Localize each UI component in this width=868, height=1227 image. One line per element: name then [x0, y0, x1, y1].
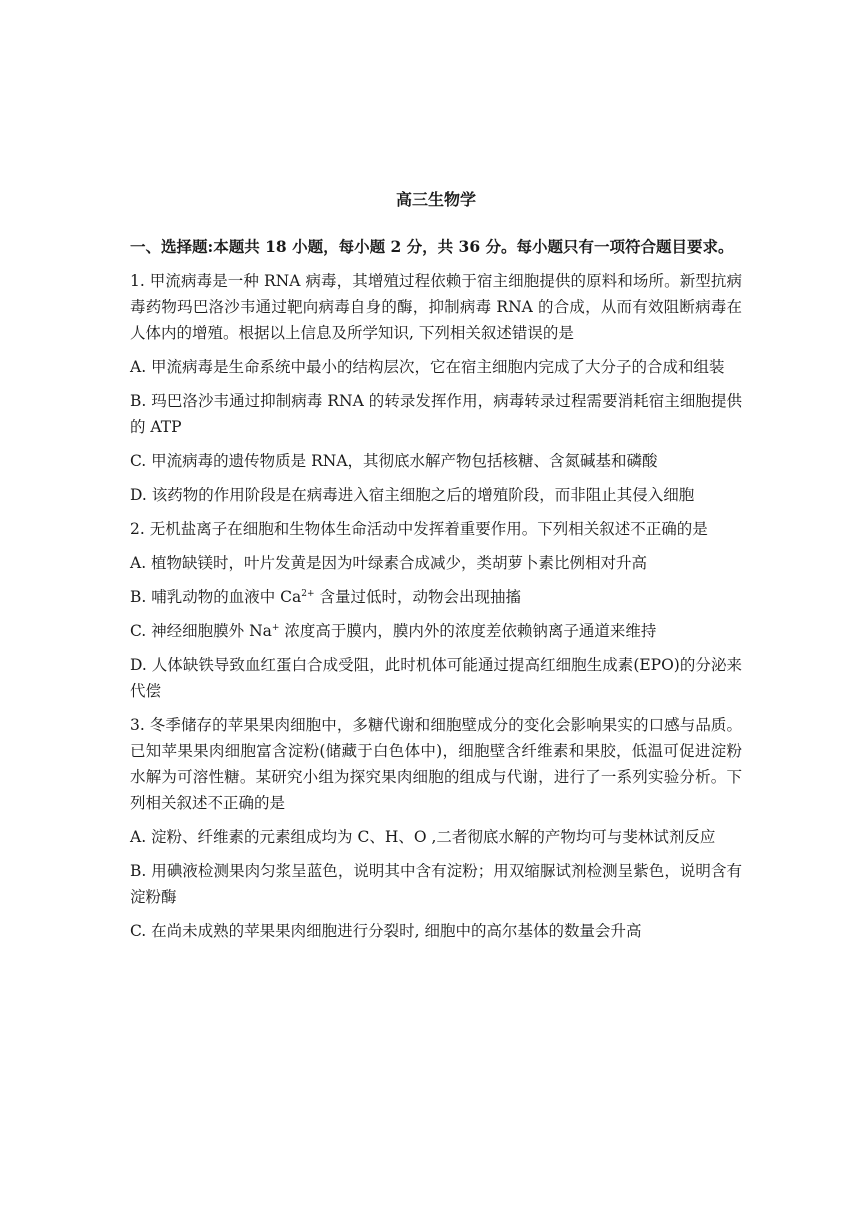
question-1: [130, 268, 742, 508]
question-1-option-b: B. 玛巴洛沙韦通过抑制病毒 RNA 的转录发挥作用，病毒转录过程需要消耗宿主细胞提供的 ATP: [130, 392, 742, 436]
document-content: [130, 188, 742, 952]
question-1-option-c: C. 甲流病毒的遗传物质是 RNA，其彻底水解产物包括核糖、含氮碱基和磷酸: [130, 452, 658, 470]
option-b-text-pre: B. 哺乳动物的血液中 Ca: [130, 588, 302, 606]
calcium-charge-superscript: 2+: [301, 588, 315, 599]
option-b-text-post: 含量过低时，动物会出现抽搐: [314, 588, 521, 606]
page-title: 高三生物学: [395, 190, 476, 209]
question-1-stem: 1. 甲流病毒是一种 RNA 病毒，其增殖过程依赖于宿主细胞提供的原料和场所。新型抗病毒药物玛巴洛沙韦通过靶向病毒自身的酶，抑制病毒 RNA 的合成，从而有效阻断病毒在人体内的增殖。根据以上信息及所学知识, 下列相关叙述错误的是: [130, 272, 742, 342]
question-3-option-b: B. 用碘液检测果肉匀浆呈蓝色，说明其中含有淀粉；用双缩脲试剂检测呈紫色，说明含有淀粉酶: [130, 862, 742, 906]
question-3-option-a: A. 淀粉、纤维素的元素组成均为 C、H、O ,二者彻底水解的产物均可与斐林试剂反应: [130, 828, 716, 846]
question-1-option-a: A. 甲流病毒是生命系统中最小的结构层次，它在宿主细胞内完成了大分子的合成和组装: [130, 358, 725, 376]
option-c-text-post: 浓度高于膜内，膜内外的浓度差依赖钠离子通道来维持: [279, 622, 657, 640]
question-3-option-c: C. 在尚未成熟的苹果果肉细胞进行分裂时, 细胞中的高尔基体的数量会升高: [130, 922, 642, 940]
question-3-stem: 3. 冬季储存的苹果果肉细胞中，多糖代谢和细胞壁成分的变化会影响果实的口感与品质。已知苹果果肉细胞富含淀粉(储藏于白色体中)，细胞壁含纤维素和果胶，低温可促进淀粉水解为可溶性糖。某研究小组为探究果肉细胞的组成与代谢，进行了一系列实验分析。下列相关叙述不正确的是: [130, 716, 742, 812]
option-c-text-pre: C. 神经细胞膜外 Na: [130, 622, 272, 640]
question-1-option-d: D. 该药物的作用阶段是在病毒进入宿主细胞之后的增殖阶段，而非阻止其侵入细胞: [130, 486, 695, 504]
question-2-option-b: [130, 584, 742, 610]
question-2-option-a: A. 植物缺镁时，叶片发黄是因为叶绿素合成减少，类胡萝卜素比例相对升高: [130, 554, 648, 572]
question-2-stem: 2. 无机盐离子在细胞和生物体生命活动中发挥着重要作用。下列相关叙述不正确的是: [130, 520, 708, 538]
sodium-charge-superscript: +: [271, 622, 280, 633]
question-2-option-c: [130, 618, 742, 644]
question-2-option-d: D. 人体缺铁导致血红蛋白合成受阻，此时机体可能通过提高红细胞生成素(EPO)的分泌来代偿: [130, 656, 742, 700]
section-heading: 一、选择题:本题共 18 小题，每小题 2 分，共 36 分。每小题只有一项符合题目要求。: [130, 237, 734, 256]
question-3: [130, 712, 742, 944]
question-2: [130, 516, 742, 704]
